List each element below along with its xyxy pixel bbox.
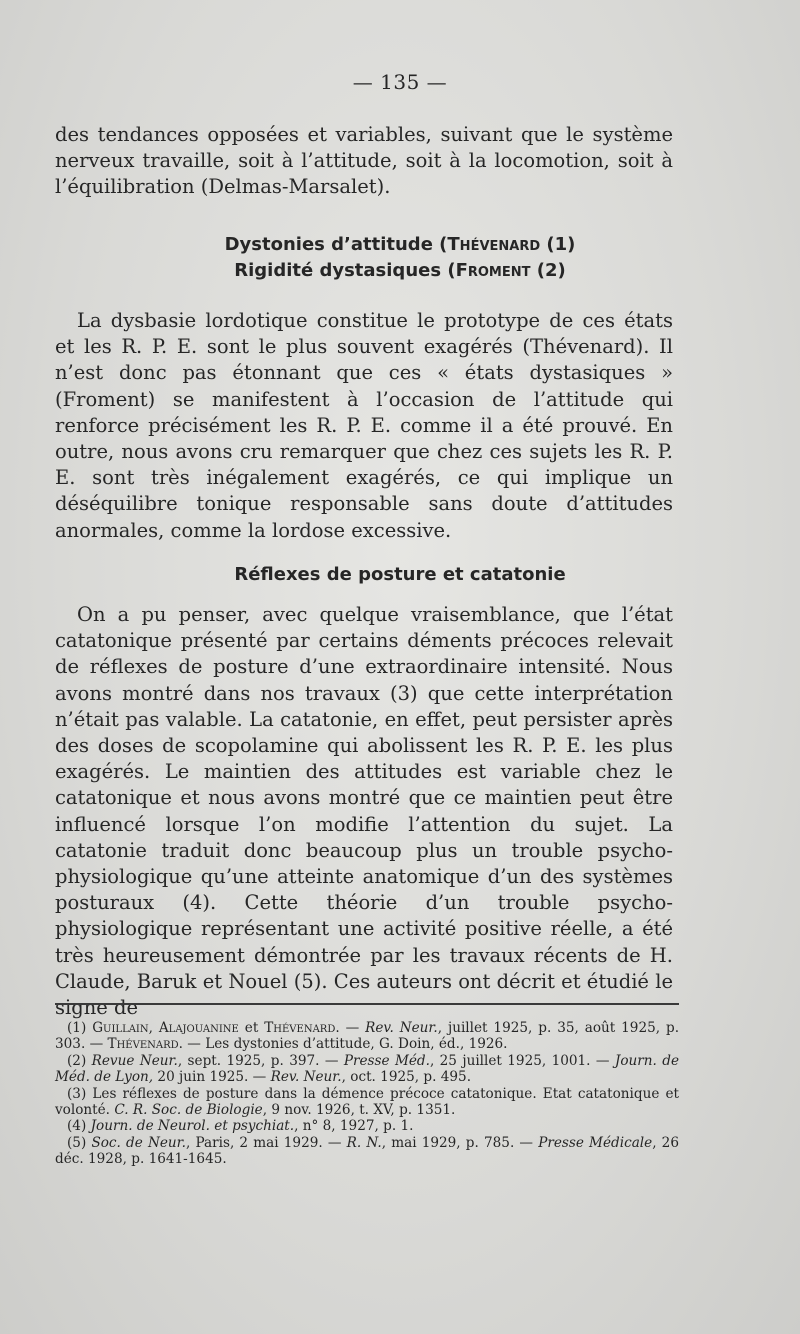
section-heading-reflexes: Réflexes de posture et catatonie bbox=[234, 564, 566, 585]
heading-line-2: Rigidité dystasiques (Froment (2) bbox=[234, 260, 566, 281]
paragraph-2: La dysbasie lordotique constitue le prototype de ces états et les R. P. E. sont le plus souvent exagérés (Thévenard). Il n’est donc pas étonnant que ces « états dystasiques » (Froment) se manifestent à l’occasion de l’attitude qui renforce précisément les R. P. E. comme il a été prouvé. En outre, nous avons cru remarquer que chez ces sujets les R. P. E. sont très inégalement exagérés, ce qui implique un déséquilibre tonique responsable sans doute d’attitudes anormales, comme la lordose excessive. bbox=[55, 309, 673, 542]
page-number: — 135 — bbox=[352, 70, 448, 94]
paragraph-1: des tendances opposées et variables, suivant que le système nerveux travaille, soit à l’attitude, soit à la locomotion, soit à l’équilibration (Delmas-Marsalet). bbox=[55, 123, 673, 199]
footnote-3: (3) Les réflexes de posture dans la démence précoce catatonique. Etat catatonique et volonté. C. R. Soc. de Biologie, 9 nov. 1926, t. XV, p. 1351. bbox=[55, 1085, 679, 1119]
paragraph-3: On a pu penser, avec quelque vraisemblance, que l’état catatonique présenté par certains déments précoces relevait de réflexes de posture d’une extraordinaire intensité. Nous avons montré dans nos travaux (3) que cette interprétation n’était pas valable. La catatonie, en effet, peut persister après des doses de scopolamine qui abolissent les R. P. E. les plus exagérés. Le maintien des attitudes est variable chez le catatonique et nous avons montré que ce maintien peut être influencé lorsque l’on modifie l’attention du sujet. La catatonie traduit donc beaucoup plus un trouble psycho-physiologique qu’une atteinte anatomique d’un des systèmes posturaux (4). Cette théorie d’un trouble psycho-physiologique représentant une activité positive réelle, a été très heureusement démontrée par les travaux récents de H. Claude, Baruk et Nouel (5). Ces auteurs ont décrit et étudié le signe de bbox=[55, 603, 673, 1020]
footnote-divider bbox=[55, 1003, 679, 1005]
footnote-5: (5) Soc. de Neur., Paris, 2 mai 1929. — R. N., mai 1929, p. 785. — Presse Médicale, 26 déc. 1928, p. 1641-1645. bbox=[55, 1134, 679, 1168]
footnotes bbox=[55, 1020, 679, 1168]
footnote-4: (4) Journ. de Neurol. et psychiat., n° 8, 1927, p. 1. bbox=[67, 1118, 414, 1135]
footnote-2: (2) Revue Neur., sept. 1925, p. 397. — Presse Méd., 25 juillet 1925, 1001. — Journ. de Méd. de Lyon, 20 juin 1925. — Rev. Neur., oct. 1925, p. 495. bbox=[55, 1052, 679, 1086]
footnote-1: (1) Guillain, Alajouanine et Thévenard. — Rev. Neur., juillet 1925, p. 35, août 1925, p. 303. — Thévenard. — Les dystonies d’attitude, G. Doin, éd., 1926. bbox=[55, 1020, 680, 1053]
section-heading-dystonies bbox=[0, 232, 800, 284]
heading-line-1: Dystonies d’attitude (Thévenard (1) bbox=[224, 234, 576, 255]
